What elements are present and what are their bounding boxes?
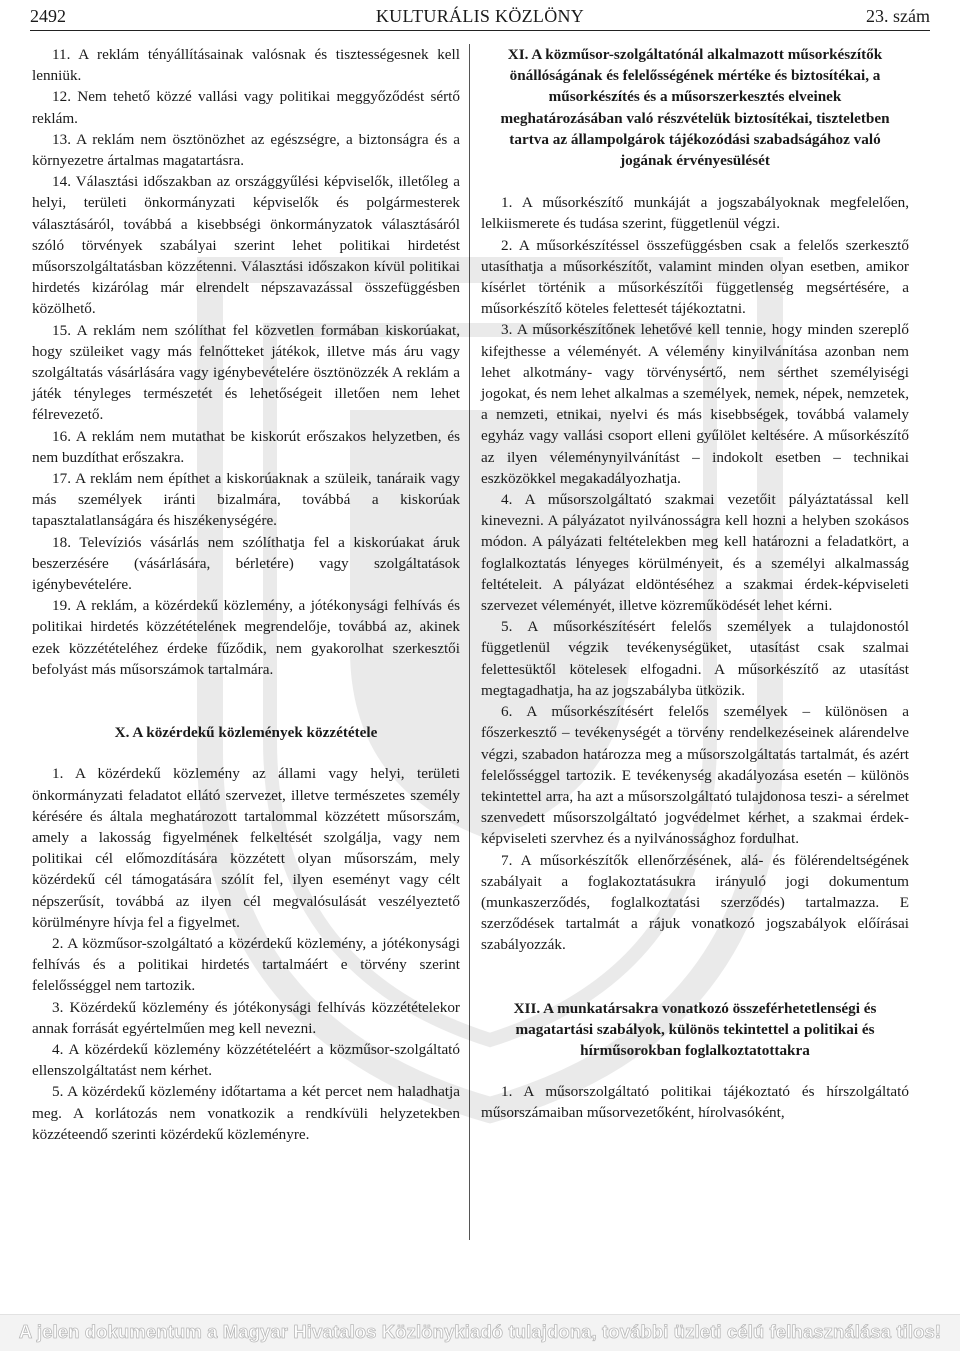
paragraph-16: 16. A reklám nem mutathat be kiskorút erőszakos helyzetben, és nem buzdíthat erőszakra. — [32, 427, 460, 466]
running-header — [30, 4, 930, 28]
section-xi-heading: XI. A közműsor-szolgáltatónál alkalmazott műsorkészítők önállóságának és felelősségének mértéke és biztosítékai, a műsorkészítés és a műsorszerkesztés elveinek meghatározásában való részvételük biztosítékai, tiszteletben tartva az állampolgárok tájékozódási szabadságához való jogának érvényesülését — [500, 46, 890, 170]
section-xi-paragraph-5: 5. A műsorkészítésért felelős személyek a tulajdonostól függetlenül végzik tevékenységüket, utasítást csak szalmai felettesüktől kötelesek elfogadni. A műsorkészítő az utasítást megtagadhatja, ha az jogszabályba ütközik. — [481, 618, 909, 699]
paragraph-19: 19. A reklám, a közérdekű közlemény, a jótékonysági felhívás és politikai hirdetés közzétételének megrendelője, továbbá az, akinek ezek közzétételéhez érdeke fűződik, nem gyakorolhat szerkesztői befolyást más műsorszámok tartalmára. — [32, 597, 460, 678]
paragraph-17: 17. A reklám nem építhet a kiskorúaknak a szüleik, tanáraik vagy más személyek iránti bizalmára, továbbá a kiskorúak tapasztalatlanságára és hiszékenységére. — [32, 470, 460, 530]
section-x-heading: X. A közérdekű közlemények közzététele — [114, 724, 378, 742]
column-divider — [469, 44, 470, 1240]
page-number: 2492 — [30, 6, 66, 26]
right-column — [481, 44, 909, 1124]
paragraph-15: 15. A reklám nem szólíthat fel közvetlen formában kiskorúakat, hogy szüleiket vagy más felnőtteket játékok, illetve más áru vagy szolgáltatás vásárlására vagy igénybevételére ösztönözzék A reklám a játék tényleges természetét és lehetőségeit illetően nem lehet félrevezető. — [32, 321, 460, 424]
section-xi-paragraph-7: 7. A műsorkészítők ellenőrzésének, alá- és fölérendeltségének szabályait a foglakoztatásukra irányuló jogi dokumentum (munkaszerződés, foglalkoztatási szerződés) tartalmazza. E szerződések tartalmát a rájuk vonatkozó jogszabályok előírásai szabályozzák. — [481, 851, 909, 954]
section-xi-paragraph-3: 3. A műsorkészítőnek lehetővé kell tennie, hogy minden szereplő kifejthesse a véleményét. A vélemény kinyilvánítása azonban nem lehet alkotmány- vagy törvénysértő, nem sérthet személyiségi jogokat, és nem lehet alkalmas a személyek, nemek, népek, nemzetek, a nemzeti, etnikai, nyelvi és más kisebbségek, továbbá valamely egyház vagy vallási csoport elleni gyűlölet keltésére. A műsorkészítő az ilyen véleménynyilvánítást – indokolt esetben – technikai eszközökkel megakadályozhatja. — [481, 321, 909, 487]
paragraph-12: 12. Nem tehető közzé vallási vagy politikai meggyőződést sértő reklám. — [32, 88, 460, 127]
section-x-paragraph-4: 4. A közérdekű közlemény közzétételéért a közműsor-szolgáltató ellenszolgáltatást nem kérhet. — [32, 1040, 460, 1080]
section-x-paragraph-2: 2. A közműsor-szolgáltató a közérdekű közlemény, a jótékonysági felhívás és a politikai hirdetés tartalmáért e törvény szerint felelősséggel nem tartozik. — [32, 934, 460, 995]
journal-title: KULTURÁLIS KÖZLÖNY — [375, 6, 585, 26]
paragraph-13: 13. A reklám nem ösztönözhet az egészségre, a biztonságra és a környezetre ártalmas magatartásra. — [32, 130, 460, 170]
section-x-paragraph-3: 3. Közérdekű közlemény és jótékonysági felhívás közzétételekor annak forrását egyértelműen meg kell nevezni. — [32, 998, 460, 1037]
paragraph-11: 11. A reklám tényállításainak valósnak és tisztességesnek kell lenniük. — [32, 46, 460, 85]
paragraph-18: 18. Televíziós vásárlás nem szólíthatja fel a kiskorúakat áruk beszerzésére (vásárlására, bérletére) vagy szolgáltatások igénybevételére. — [32, 533, 460, 594]
issue-number: 23. szám — [866, 6, 930, 26]
left-column — [32, 44, 460, 1145]
section-x-paragraph-5: 5. A közérdekű közlemény időtartama a két percet nem haladhatja meg. A korlátozás nem vonatkozik a rendkívüli helyzetekben közzéteendő szerinti közérdekű közleményre. — [32, 1083, 460, 1143]
section-xi-paragraph-2: 2. A műsorkészítéssel összefüggésben csak a felelős szerkesztő utasíthatja a műsorkészítőt, valamint minden olyan esetben, amikor kísérlet történik a műsorkészítői függetlenség megsértésére, a műsorkészítő köteles felettesét tájékoztatni. — [481, 236, 909, 318]
section-xi-paragraph-6: 6. A műsorkészítésért felelős személyek – különösen a főszerkesztő – tevékenységét a törvény rendelkezéseinek alárendelve végzi, szabadon határozza meg a műsorszolgáltatás tartalmát, és azért felelősséggel tartozik. E tevékenység akadályozása esetén – különös tekintettel arra, ha azt a műsorszolgáltató tulajdonosa teszi- a sérelmet szenvedett műsorszolgáltató jogvédelmet kérhet, a szakmai érdek-képviseleti szervhez és a nyilvánossághoz fordulhat. — [481, 703, 909, 848]
section-xi-paragraph-4: 4. A műsorszolgáltató szakmai vezetőit pályáztatással kell kinevezni. A pályázatot nyilvánosságra kell hozni a helyben szokásos módon. A pályázati feltételekben meg kell határozni a feladatkört, a foglalkoztatás lényeges körülményeit, és a személyi alkalmasság feltételeit. A pályázat eldöntéséhez a szakmai érdek-képviseleti szervezet véleményét, illetve közreműködését lehet kérni. — [481, 491, 909, 615]
footer-watermark-band — [0, 1314, 960, 1351]
header-rule — [30, 30, 930, 31]
section-xii-heading: XII. A munkatársakra vonatkozó összeférhetetlenségi és magatartási szabályok, különös tekintettel a politikai és hírműsorokban foglalkoztatottakra — [513, 999, 877, 1059]
section-xii-paragraph-1: 1. A műsorszolgáltató politikai tájékoztató és hírszolgáltató műsorszámaiban műsorvezetőként, hírolvasóként, — [481, 1083, 909, 1122]
section-x-paragraph-1: 1. A közérdekű közlemény az állami vagy helyi, területi önkormányzati feladatot ellátó szervezet, illetve természetes személy kérésére és általa meghatározott tartalommal közzétett műsorszám, amely a lakosság figyelmének felkeltését szolgálja, vagy nem politikai cél előmozdítására közzétett olyan műsorszám, mely közérdekű cél támogatására szólít fel, ilyen eseményt vagy célt népszerűsít, továbbá az ilyen cél megvalósulását veszélyeztető körülményre hívja fel a figyelmet. — [32, 765, 460, 931]
section-xi-paragraph-1: 1. A műsorkészítő munkáját a jogszabályoknak megfelelően, lelkiismerete és tudása szerint, függetlenül végzi. — [481, 194, 909, 233]
ownership-watermark: A jelen dokumentum a Magyar Hivatalos Közlönykiadó tulajdona, további üzleti célú felhasználása tilos! — [18, 1321, 942, 1342]
paragraph-14: 14. Választási időszakban az országgyűlési képviselők, illetőleg a helyi, területi önkormányzati képviselők és polgármesterek választásáról, továbbá a kisebbségi önkormányzatok választásáról szóló törvények szabályai szerint lehet politikai hirdetést műsorszolgáltatásban közzétenni. Választási időszakon kívül politikai hirdetés kizárólag már elrendelt népszavazással összefüggésben közölhető. — [32, 173, 460, 318]
